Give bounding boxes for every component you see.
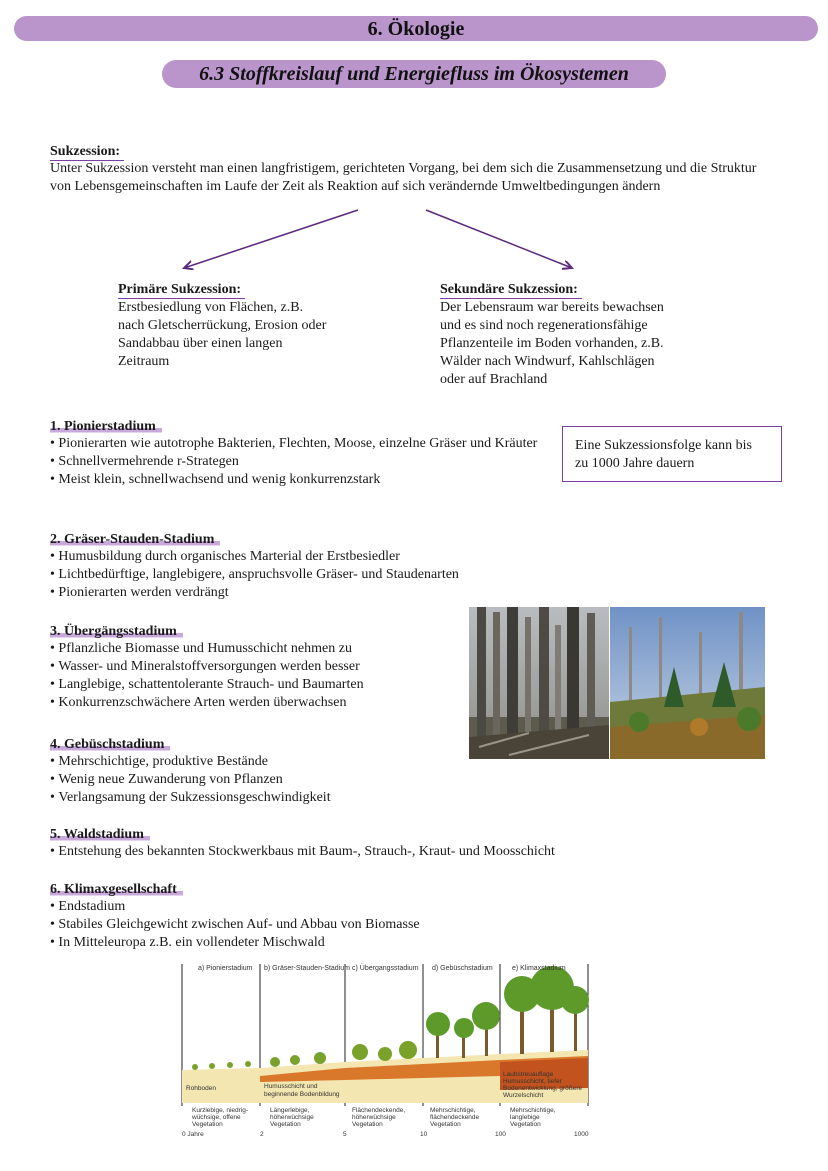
stage-desc: Mehrschichtige, [510, 1107, 556, 1114]
diagram-column-label: c) Übergangsstadium [352, 965, 419, 972]
sukzession-heading: Sukzession: [50, 144, 124, 161]
soil-label: Humusschicht und [264, 1083, 318, 1090]
stage-desc: Vegetation [192, 1121, 223, 1128]
primary-text [118, 299, 378, 371]
stage-list [50, 753, 450, 807]
diagram-column-label: e) Klimaxstadium [512, 965, 566, 972]
soil-label: Wurzelschicht [503, 1092, 544, 1099]
stage-list [50, 843, 750, 861]
duration-note-box [562, 426, 782, 482]
list-item: • Humusbildung durch organisches Marterial der Erstbesiedler [50, 548, 570, 566]
list-item: • Wasser- und Mineralstoffversorgungen werden besser [50, 658, 460, 676]
stage-desc: Vegetation [352, 1121, 383, 1128]
succession-diagram [180, 958, 592, 1140]
axis-tick: 5 [343, 1131, 347, 1138]
text-line: und es sind noch regenerationsfähige [440, 318, 648, 333]
list-item: • Konkurrenzschwächere Arten werden überwachsen [50, 694, 460, 712]
list-item: • Wenig neue Zuwanderung von Pflanzen [50, 771, 450, 789]
list-item: • Mehrschichtige, produktive Bestände [50, 753, 450, 771]
stage-list [50, 898, 650, 952]
stage-heading: 2. Gräser-Stauden-Stadium [50, 532, 220, 548]
stage-desc: Mehrschichtige, [430, 1107, 476, 1114]
stage-list [50, 548, 570, 602]
list-item: • Endstadium [50, 898, 650, 916]
stage-heading: 1. Pionierstadium [50, 419, 162, 435]
secondary-heading: Sekundäre Sukzession: [440, 282, 582, 299]
soil-label: Humusschicht, tiefer [503, 1078, 562, 1085]
stage-desc: langlebige [510, 1114, 540, 1121]
stage-desc: Vegetation [270, 1121, 301, 1128]
text-line: Pflanzenteile im Boden vorhanden, z.B. [440, 336, 664, 351]
stage-heading: 6. Klimaxgesellschaft [50, 882, 183, 898]
deadwood-photo [469, 607, 609, 759]
stage-list [50, 640, 460, 712]
primary-heading: Primäre Sukzession: [118, 282, 245, 299]
stage-desc: Kurzlebige, niedrig- [192, 1107, 249, 1114]
stage-desc: höherwüchsige [352, 1114, 396, 1121]
stage-desc: Flächendeckende, [352, 1107, 406, 1114]
list-item: • Langlebige, schattentolerante Strauch- und Baumarten [50, 676, 460, 694]
arrow-right [426, 210, 572, 268]
text-line: Der Lebensraum war bereits bewachsen [440, 300, 664, 315]
stage-6 [50, 880, 650, 952]
axis-tick: 1000 [574, 1131, 589, 1138]
axis-tick: 10 [420, 1131, 428, 1138]
stage-desc: wüchsige, offene [192, 1114, 241, 1121]
text-line: Erstbesiedlung von Flächen, z.B. [118, 300, 304, 315]
stage-heading: 4. Gebüschstadium [50, 737, 170, 753]
stage-heading: 5. Waldstadium [50, 827, 150, 843]
text-line: oder auf Brachland [440, 372, 548, 387]
sukzession-heading-wrap [50, 142, 124, 161]
text-line: Zeitraum [118, 354, 170, 369]
stage-2 [50, 530, 570, 602]
forest-photos [469, 607, 765, 759]
section-title: 6.3 Stoffkreislauf und Energiefluss im Ökosystemen [162, 60, 666, 88]
stage-desc: höherwüchsige [270, 1114, 314, 1121]
axis-tick: 100 [495, 1131, 506, 1138]
list-item: • Pionierarten wie autotrophe Bakterien, Flechten, Moose, einzelne Gräser und Kräuter [50, 435, 545, 453]
arrow-left [184, 210, 358, 268]
diagram-column-label: b) Gräser-Stauden-Stadium [264, 965, 350, 972]
stage-desc: Vegetation [510, 1121, 541, 1128]
text-line: Wälder nach Windwurf, Kahlschlägen [440, 354, 655, 369]
list-item: • Meist klein, schnellwachsend und wenig konkurrenzstark [50, 471, 545, 489]
soil-label: Bodenentwicklung, größere [503, 1085, 583, 1092]
list-item: • Pionierarten werden verdrängt [50, 584, 570, 602]
regrowth-photo [610, 607, 765, 759]
list-item: • Stabiles Gleichgewicht zwischen Auf- und Abbau von Biomasse [50, 916, 650, 934]
sukzession-definition: Unter Sukzession versteht man einen langfristigem, gerichteten Vorgang, bei dem sich die Zusammensetzung und die Struktur von Lebensgemeinschaften im Laufe der Zeit als Reaktion auf sich verändernde Umweltbedingungen ändern [50, 161, 757, 194]
soil-label: Laubstreuauflage [503, 1071, 554, 1078]
list-item: • Pflanzliche Biomasse und Humusschicht nehmen zu [50, 640, 460, 658]
stage-desc: Längerlebige, [270, 1107, 310, 1114]
secondary-text [440, 299, 720, 389]
text-line: Sandabbau über einen langen [118, 336, 283, 351]
stage-3 [50, 622, 460, 712]
stage-heading: 3. Übergängsstadium [50, 624, 183, 640]
list-item: • Entstehung des bekannten Stockwerkbaus mit Baum-, Strauch-, Kraut- und Moosschicht [50, 843, 750, 861]
branch-arrows [170, 200, 590, 275]
stage-list [50, 435, 545, 489]
list-item: • Verlangsamung der Sukzessionsgeschwindigkeit [50, 789, 450, 807]
diagram-column-label: d) Gebüschstadium [432, 965, 493, 972]
page-title: 6. Ökologie [14, 16, 818, 41]
secondary-succession [440, 280, 720, 389]
stage-desc: flächendeckende [430, 1114, 480, 1121]
text-line: Eine Sukzessionsfolge kann bis [575, 438, 752, 453]
list-item: • Lichtbedürftige, langlebigere, anspruchsvolle Gräser- und Staudenarten [50, 566, 570, 584]
stage-desc: Vegetation [430, 1121, 461, 1128]
stage-4 [50, 735, 450, 807]
axis-tick: 0 Jahre [182, 1131, 204, 1138]
diagram-column-label: a) Pionierstadium [198, 965, 253, 972]
stage-5 [50, 825, 750, 861]
text-line: zu 1000 Jahre dauern [575, 456, 695, 471]
list-item: • Schnellvermehrende r-Strategen [50, 453, 545, 471]
soil-label: Rohboden [186, 1085, 216, 1092]
list-item: • In Mitteleuropa z.B. ein vollendeter Mischwald [50, 934, 650, 952]
text-line: nach Gletscherrückung, Erosion oder [118, 318, 327, 333]
soil-label: beginnende Bodenbildung [264, 1091, 340, 1098]
stage-1 [50, 417, 545, 489]
axis-tick: 2 [260, 1131, 264, 1138]
primary-succession [118, 280, 378, 371]
